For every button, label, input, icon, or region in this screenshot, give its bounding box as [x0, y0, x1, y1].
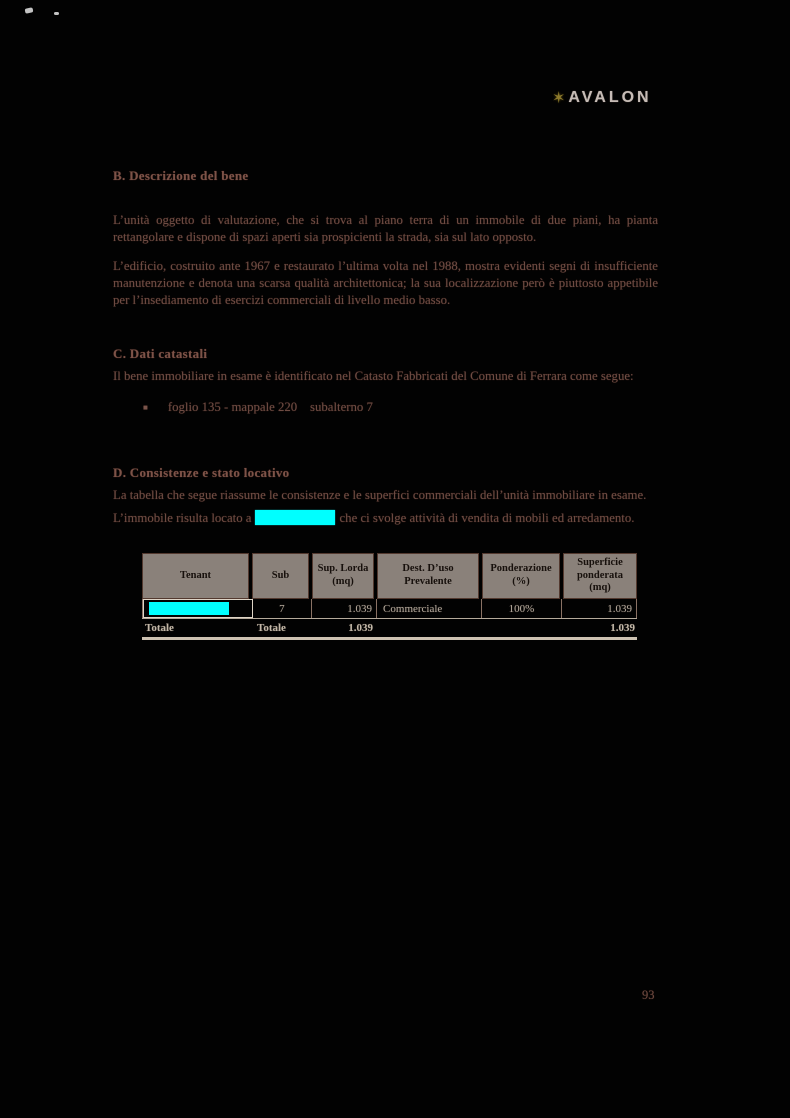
section-c-intro: Il bene immobiliare in esame è identificato nel Catasto Fabbricati del Comune di Ferrara come segue:: [113, 369, 634, 383]
cell-ponderazione: 100%: [482, 599, 563, 618]
bullet-icon: ■: [143, 403, 148, 412]
cell-sup-lorda: 1.039: [312, 599, 377, 618]
tenant-sentence-before: L’immobile risulta locato a: [113, 511, 252, 525]
header-tenant: Tenant: [142, 553, 249, 599]
page-number: 93: [642, 988, 655, 1002]
cell-dest-uso: Commerciale: [377, 599, 482, 618]
scan-speck: [54, 12, 59, 15]
cell-superficie: 1.039: [607, 602, 632, 615]
table-data-row: [142, 599, 637, 618]
section-b-paragraph-2: L’edificio, costruito ante 1967 e restaurato l’ultima volta nel 1988, mostra evidenti segni di insufficiente manutenzione e denota una scarsa qualità architettonica; la sua localizzazione però è piuttosto appetibile per l’insediamento di esercizi commerciali di livello medio basso.: [113, 259, 658, 307]
section-d-paragraph-2: [113, 510, 658, 527]
tenant-cell-redaction: [149, 602, 229, 615]
total-label-tenant: Totale: [145, 622, 174, 634]
scan-speck: [25, 7, 34, 14]
header-superficie: Superficie ponderata (mq): [563, 553, 637, 599]
section-d-paragraph-1: La tabella che segue riassume le consistenze e le superfici commerciali dell’unità immobiliare in esame.: [113, 488, 647, 502]
total-label-sub: Totale: [257, 622, 286, 634]
header-ponderazione: Ponderazione (%): [482, 553, 560, 599]
section-b-paragraph-1: L’unità oggetto di valutazione, che si trova al piano terra di un immobile di due piani, ha pianta rettangolare e dispone di spazi aperti sia prospicienti la strada, sia sul lato opposto.: [113, 213, 658, 244]
tenant-sentence-after: che ci svolge attività di vendita di mobili ed arredamento.: [339, 511, 635, 525]
cell-sub: 7: [253, 599, 313, 618]
section-b-heading: B. Descrizione del bene: [113, 168, 249, 183]
consistency-table: [142, 553, 637, 640]
logo-text: AVALON: [568, 88, 652, 106]
tenant-name-redaction: [255, 510, 335, 525]
section-d-heading: D. Consistenze e stato locativo: [113, 465, 290, 480]
table-total-row: [142, 618, 637, 640]
table-header-row: [142, 553, 637, 599]
cell-tenant: [143, 599, 253, 618]
header-dest-uso: Dest. D’uso Prevalente: [377, 553, 479, 599]
header-sup-lorda: Sup. Lorda (mq): [312, 553, 374, 599]
catastal-bullet-text: foglio 135 - mappale 220 subalterno 7: [167, 400, 373, 414]
star-sparkle-icon: ✶: [552, 88, 566, 107]
catastal-data-bullet: [143, 400, 373, 415]
total-superficie: 1.039: [610, 622, 635, 634]
header-sub: Sub: [252, 553, 309, 599]
section-c-heading: C. Dati catastali: [113, 346, 208, 361]
avalon-logo: [552, 88, 652, 107]
total-sup-lorda: 1.039: [348, 622, 373, 634]
